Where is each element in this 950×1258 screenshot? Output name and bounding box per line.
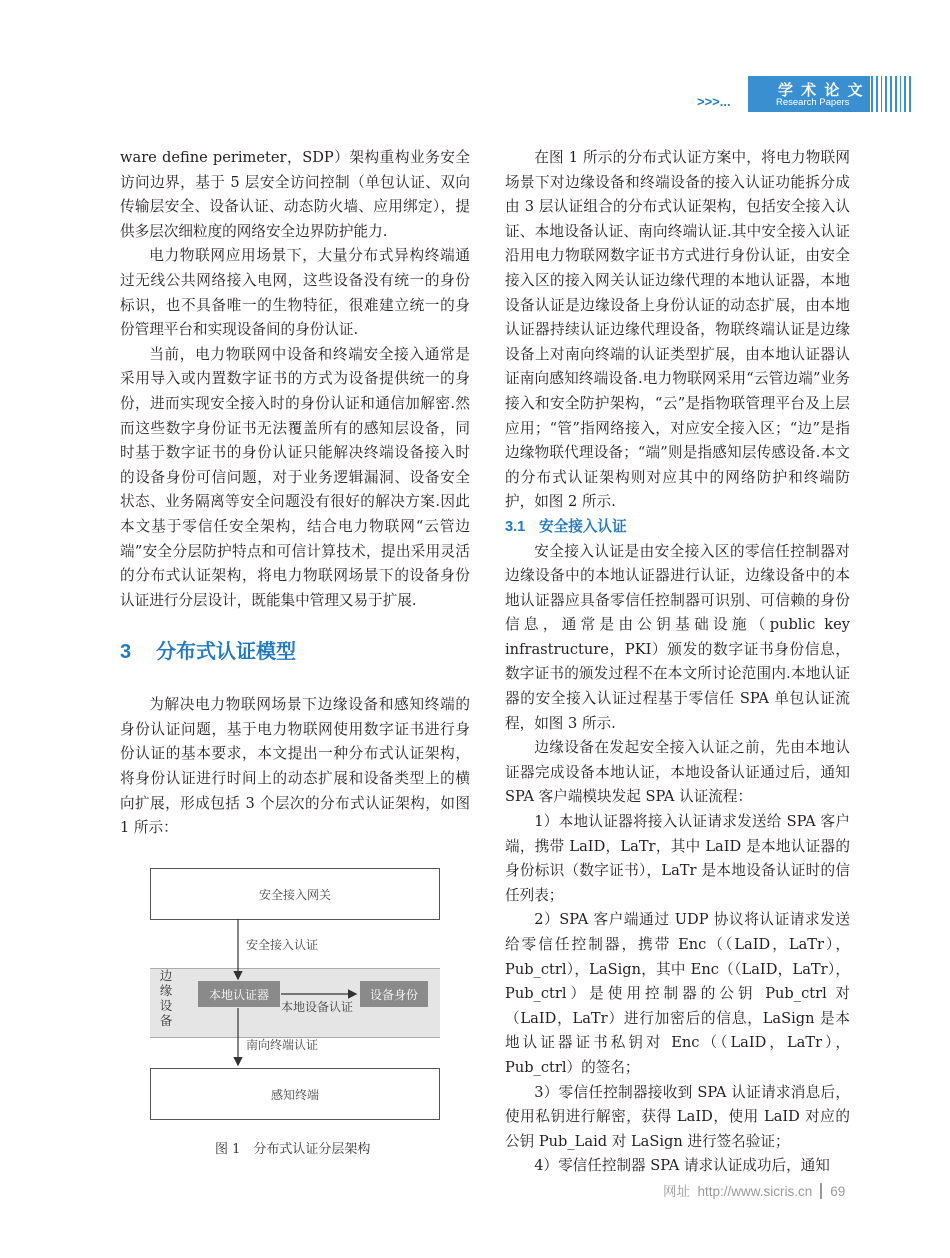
footer-separator	[820, 1183, 822, 1199]
paragraph: 边缘设备在发起安全接入认证之前，先由本地认证器完成设备本地认证，本地设备认证通过后，通知 SPA 客户端模块发起 SPA 认证流程：	[505, 739, 850, 806]
journal-section-badge	[748, 76, 870, 112]
footer-label: 网址	[663, 1184, 690, 1199]
sensing-terminal-label: 感知终端	[270, 1087, 319, 1102]
badge-title-en: Research Papers	[776, 97, 850, 108]
local-device-auth-label: 本地设备认证	[281, 1000, 354, 1014]
paragraph: 电力物联网应用场景下，大量分布式异构终端通过无线公共网络接入电网，这些设备没有统一的身份标识，也不具备唯一的生物特征，很难建立统一的身份管理平台和实现设备间的身份认证.	[120, 247, 470, 339]
section-number: 3	[120, 641, 132, 664]
figure-1-diagram	[150, 868, 442, 1123]
subsection-title: 安全接入认证	[539, 518, 627, 535]
page-footer	[663, 1180, 845, 1200]
figure-caption: 图 1 分布式认证分层架构	[215, 1142, 371, 1157]
badge-title-zh: 学 术 论 文	[778, 82, 865, 99]
header-arrows: >>>...	[697, 94, 731, 109]
sensing-terminal-box	[150, 1068, 440, 1120]
paragraph: 当前，电力物联网中设备和终端安全接入通常是采用导入或内置数字证书的方式为设备提供统一的身份，进而实现安全接入时的身份认证和通信加解密.然而这些数字身份证书无法覆盖所有的感知层设备，同时基于数字证书的身份认证只能解决终端设备接入时的设备身份可信问题，对于业务逻辑漏洞、设备安全状态、业务隔离等安全问题没有很好的解决方案.因此本文基于零信任安全架构，结合电力物联网“云管边端”安全分层防护特点和可信计算技术，提出采用灵活的分布式认证架构，将电力物联网场景下的设备身份认证进行分层设计，既能集中管理又易于扩展.	[120, 345, 470, 609]
list-item: 4）零信任控制器 SPA 请求认证成功后，通知	[534, 1157, 830, 1175]
list-item: 1）本地认证器将接入认证请求发送给 SPA 客户端，携带 LaID，LaTr，其中 LaID 是本地认证器的身份标识（数字证书），LaTr 是本地设备认证时的信任列表；	[505, 813, 850, 904]
section-heading	[120, 637, 470, 667]
edge-device-label: 边缘设备	[159, 968, 173, 1028]
subsection-heading	[505, 515, 850, 540]
paragraph: 安全接入认证是由安全接入区的零信任控制器对边缘设备中的本地认证器进行认证，边缘设备中的本地认证器应具备零信任控制器可识别、可信赖的身份信息，通常是由公钥基础设施（public key infrastructure，PKI）颁发的数字证书身份信息，数字证书的颁发过程不在本文所讨论范围内.本地认证器的安全接入认证过程基于零信任 SPA 单包认证流程，如图 3 所示.	[505, 542, 850, 732]
security-access-auth-label: 安全接入认证	[246, 938, 319, 952]
left-column	[120, 146, 470, 841]
list-item: 2）SPA 客户端通过 UDP 协议将认证请求发送给零信任控制器，携带 Enc（（LaID，LaTr），Pub_ctrl），LaSign，其中 Enc（（LaID，LaTr），Pub_ctrl）是使用控制器的公钥 Pub_ctrl 对（LaID，LaTr）进行加密后的信息，LaSign 是本地认证器证书私钥对 Enc（（LaID，LaTr），Pub_ctrl）的签名；	[505, 911, 850, 1076]
right-column	[505, 146, 850, 1179]
header-decorative-bars	[871, 76, 911, 112]
page-number: 69	[830, 1184, 846, 1199]
device-identity-label: 设备身份	[369, 987, 418, 1002]
footer-url: http://www.sicris.cn	[697, 1184, 813, 1199]
subsection-number: 3.1	[505, 518, 526, 535]
list-item: 3）零信任控制器接收到 SPA 认证请求消息后，使用私钥进行解密，获得 LaID，使用 LaID 对应的公钥 Pub_Laid 对 LaSign 进行签名验证；	[505, 1083, 850, 1150]
paragraph: 为解决电力物联网场景下边缘设备和感知终端的身份认证问题，基于电力物联网使用数字证书进行身份认证的基本要求，本文提出一种分布式认证架构，将身份认证进行时间上的动态扩展和设备类型上的横向扩展，形成包括 3 个层次的分布式认证架构，如图 1 所示：	[120, 696, 470, 837]
paragraph: ware define perimeter，SDP）架构重构业务安全访问边界，基于 5 层安全访问控制（单包认证、双向传输层安全、设备认证、动态防火墙、应用绑定），提供多层次细粒度的网络安全边界防护能力.	[120, 149, 470, 240]
southbound-auth-label: 南向终端认证	[246, 1038, 319, 1052]
local-authenticator-label: 本地认证器	[208, 987, 269, 1002]
section-title: 分布式认证模型	[156, 641, 296, 664]
security-gateway-label: 安全接入网关	[258, 887, 331, 902]
paragraph: 在图 1 所示的分布式认证方案中，将电力物联网场景下对边缘设备和终端设备的接入认证功能拆分成由 3 层认证组合的分布式认证架构，包括安全接入认证、本地设备认证、南向终端认证.其中安全接入认证沿用电力物联网数字证书方式进行身份认证，由安全接入区的接入网关认证边缘代理的本地认证器，本地设备认证是边缘设备上身份认证的动态扩展，由本地认证器持续认证边缘代理设备，物联终端认证是边缘设备上对南向终端的认证类型扩展，由本地认证器认证南向感知终端设备.电力物联网采用“云管边端”业务接入和安全防护架构，“云”是指物联管理平台及上层应用；“管”指网络接入，对应安全接入区；“边”是指边缘物联代理设备；“端”则是指感知层传感设备.本文的分布式认证架构则对应其中的网络防护和终端防护，如图 2 所示.	[505, 149, 850, 511]
